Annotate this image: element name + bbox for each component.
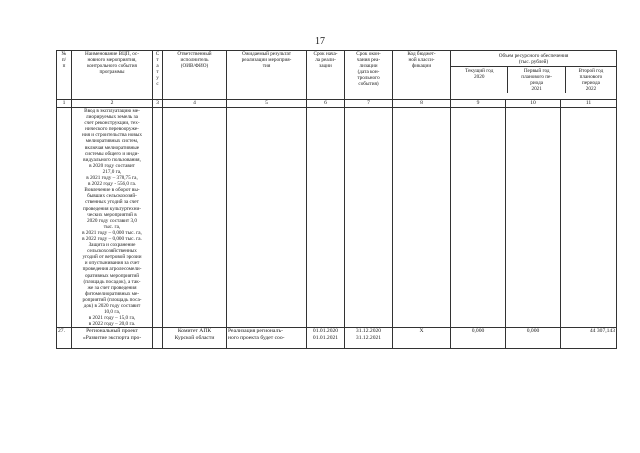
description-line: ственных угодий за счет [85, 199, 139, 206]
header-name: Наименование ВЦП, ос- новного мероприятия, контрольного события программы [72, 51, 153, 100]
project-status [153, 328, 163, 349]
header-result: Ожидаемый результат реализации мероприя- тия [227, 51, 307, 100]
description-line: Вовлечение в оборот вы- [84, 187, 140, 194]
description-line: 217,0 га, [102, 168, 122, 175]
description-line: ческих мероприятий в [87, 211, 137, 218]
description-cell [72, 108, 153, 328]
desc-end-cell [345, 108, 393, 328]
project-executor: Комитет АПК Курской области [163, 328, 227, 349]
description-line: роприятий (площадь поса- [82, 296, 142, 303]
column-number: 1 [57, 100, 72, 108]
description-line: ния и строительства новых [82, 132, 142, 139]
header-current-year: Текущий год 2020 [451, 67, 508, 92]
desc-second-cell [561, 108, 617, 328]
description-line: включая мелиоративные [84, 144, 140, 151]
description-line: в 2020 году составит [89, 162, 135, 169]
desc-result-cell [227, 108, 307, 328]
header-resources-group: Объем ресурсного обеспечения (тыс. рублей) [451, 51, 616, 67]
column-number: 11 [561, 100, 617, 108]
description-line: в 2021 году – 0,000 тыс. га, [82, 229, 142, 236]
description-line: нического перевооруже- [85, 126, 139, 133]
column-number: 2 [72, 100, 153, 108]
description-line: док) в 2020 году составит [83, 303, 141, 309]
project-num: 27. [57, 328, 72, 349]
project-result: Реализация регионалъ- ного проекта будет соо- [227, 328, 307, 349]
description-line: лиорируемых земель за [86, 114, 138, 121]
desc-status-cell [153, 108, 163, 328]
description-line: же за счет проведения [87, 284, 137, 291]
project-first-year: 0,000 [506, 328, 561, 349]
header-start-date: Срок нача- ла реали- зации [307, 51, 345, 100]
description-line: системы общего и инди- [84, 150, 140, 157]
header-status: С т а т у с [153, 51, 163, 100]
desc-num-cell [57, 108, 72, 328]
description-line: в 2022 году – 0,000 тыс. га. [82, 235, 142, 242]
description-line: 2020 году составит 3,0 [87, 217, 137, 224]
column-number-row [57, 100, 617, 108]
description-line: мелиоративных систем, [85, 138, 139, 145]
header-second-plan-year: Второй год планового периода 2022 [578, 68, 604, 93]
description-line: в 2021 году – 15,0 га, [88, 315, 136, 322]
column-number: 4 [163, 100, 227, 108]
description-line: счет реконструкции, тех- [84, 120, 140, 127]
description-line: Защита и сохранение [88, 242, 136, 249]
project-second-year: 44 307,143 [561, 328, 617, 349]
description-line: (площадь посадок), а так- [83, 278, 141, 285]
description-line: фитомелиоративных ме- [84, 290, 140, 297]
header-resources [451, 51, 617, 100]
project-name: Региональный проект «Развитие экспорта про- [72, 328, 153, 349]
description-line: в 2022 году – 20,0 га. [88, 321, 136, 328]
description-line: проведения культуртехни- [82, 205, 142, 212]
column-number: 8 [393, 100, 451, 108]
description-line: 10,0 га, [103, 309, 121, 316]
column-number: 5 [227, 100, 307, 108]
column-number: 10 [506, 100, 561, 108]
description-line: тыс. га, [103, 223, 121, 230]
description-line: проведения агролесомели- [82, 266, 142, 273]
description-line: угодий от ветровой эрозии [82, 254, 142, 261]
project-budget-code: Х [393, 328, 451, 349]
description-line: оративных мероприятий [84, 272, 140, 279]
project-current-year: 0,000 [451, 328, 506, 349]
header-first-plan-year: Первый год планового пе- риода 2021 [508, 67, 565, 92]
project-end: 31.12.2020 31.12.2021 [345, 328, 393, 349]
project-row [57, 328, 617, 349]
description-line: сельскохозяйственных [87, 248, 137, 255]
column-number: 6 [307, 100, 345, 108]
column-number: 9 [451, 100, 506, 108]
program-table [56, 50, 617, 349]
page-number: 17 [315, 36, 325, 47]
description-line: бывших сельскохозяй- [87, 193, 137, 200]
header-end-date: Срок окон- чания реа- лизации (дата кон- трольного события) [345, 51, 393, 100]
description-line: в 2022 году - 556,0 га. [87, 181, 137, 188]
project-start: 01.01.2020 01.01.2021 [307, 328, 345, 349]
desc-current-cell [451, 108, 506, 328]
desc-first-cell [506, 108, 561, 328]
desc-start-cell [307, 108, 345, 328]
header-budget-code: Код бюджет- ной класси- фикации [393, 51, 451, 100]
description-line: Ввод в эксплуатацию ме- [84, 108, 140, 114]
desc-budget-cell [393, 108, 451, 328]
header-executor: Ответственный исполнитель (ОИВ/ФИО) [163, 51, 227, 100]
column-number: 3 [153, 100, 163, 108]
header-row [57, 51, 617, 100]
description-row [57, 108, 617, 328]
description-line: в 2021 году – 378,75 га, [86, 175, 138, 182]
column-number: 7 [345, 100, 393, 108]
desc-executor-cell [163, 108, 227, 328]
header-num: № п/ п [57, 51, 72, 100]
description-line: видуального пользования, [83, 156, 141, 163]
description-line: и опустынивания за счет [84, 260, 140, 267]
